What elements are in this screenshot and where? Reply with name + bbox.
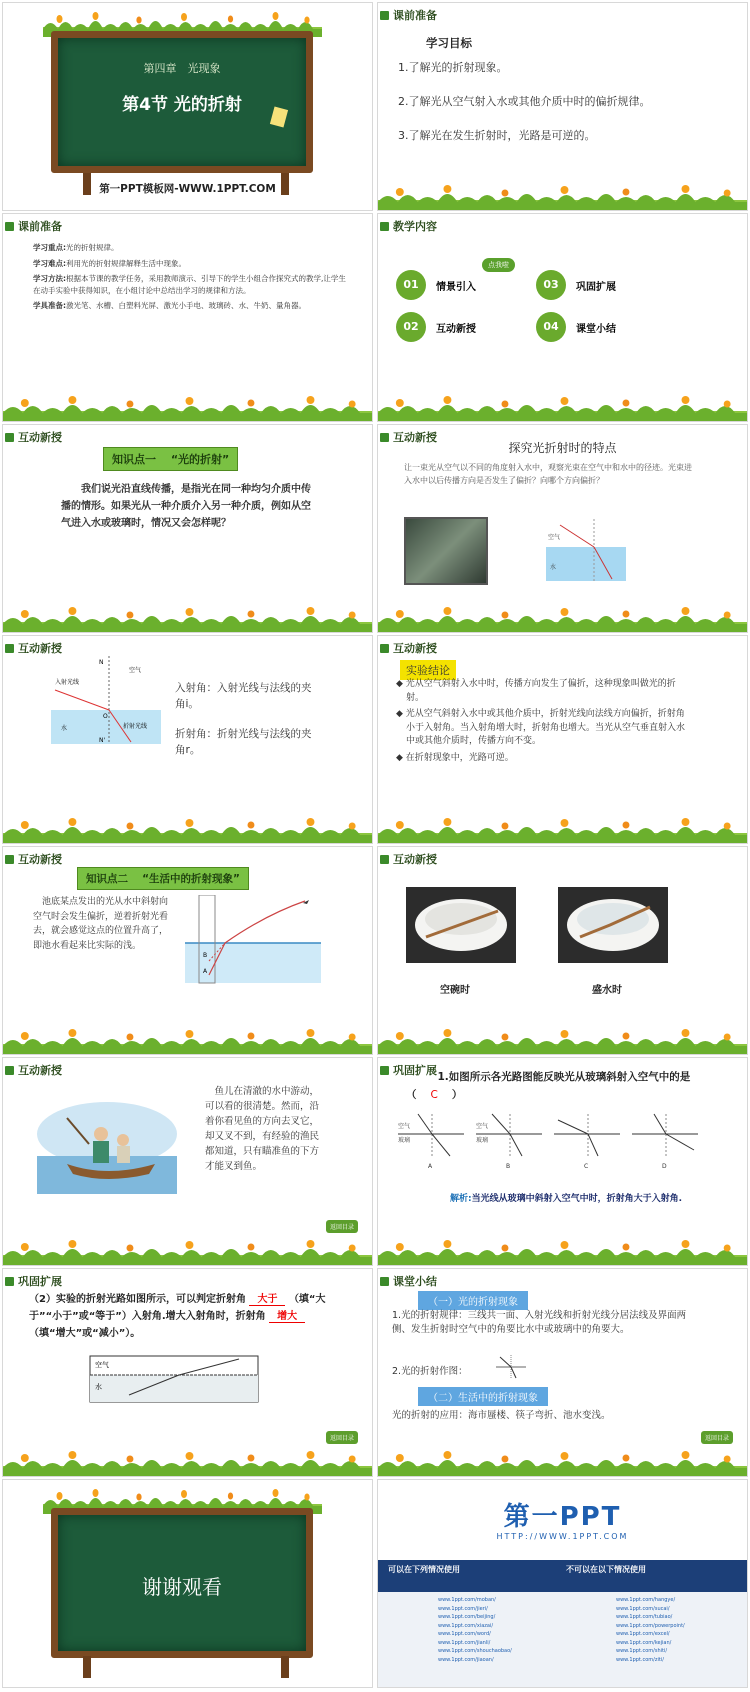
grass-decoration	[378, 1450, 747, 1476]
toc-item-teaching[interactable]: 02 互动新授	[396, 312, 476, 342]
slide-goals[interactable]	[377, 2, 748, 211]
fishing-illustration	[37, 1094, 177, 1194]
caption-empty: 空碗时	[440, 985, 470, 996]
slide-copyright[interactable]	[377, 1479, 748, 1688]
grass-decoration	[3, 1450, 372, 1476]
option-diagrams	[398, 1110, 698, 1170]
knowledge-tag: 知识点一 “光的折射”	[103, 447, 238, 471]
slide-conclusion[interactable]	[377, 635, 748, 844]
answer-increase: 增大	[269, 1311, 305, 1323]
svg-text:O: O	[103, 713, 108, 720]
slide-angles[interactable]	[2, 635, 373, 844]
angle-diagram	[51, 654, 161, 746]
prep-list: 学习重点:光的折射规律。 学习难点:利用光的折射规律解释生活中现象。 学习方法:根据本节课的教学任务，采用教师演示、引导下的学生小组合作探究式的教学,让学生在动手实验中获得知识，在小组讨论中总结出学习的规律和方法。 学具准备:激光笔、水槽、白塑料光屏、激光小手电、玻璃砖、水、牛奶、量角器。	[33, 243, 346, 310]
pool-diagram	[185, 895, 321, 989]
svg-text:D: D	[662, 1163, 667, 1170]
fishing-text: 鱼儿在清澈的水中游动，可以看的很清楚。然而，沿着你看见鱼的方向去叉它，却又叉不到，有经验的渔民都知道，只有瞄准鱼的下方才能叉到鱼。	[205, 1086, 320, 1172]
grass-decoration	[378, 184, 747, 210]
slide-header: 互动新授	[380, 429, 437, 445]
explore-text: 让一束光从空气以不同的角度射入水中，观察光束在空气中和水中的径迹。光束进入水中以后传播方向是否发生了偏折？向哪个方向偏折？	[404, 463, 692, 485]
goal-item: 2.了解光从空气射入水或其他介质中时的偏折规律。	[398, 95, 651, 108]
svg-text:空气: 空气	[398, 1123, 411, 1130]
svg-text:A: A	[203, 968, 208, 975]
header-square-icon	[380, 1277, 389, 1286]
cannot-use-title: 不可以在以下情况使用	[566, 1565, 646, 1574]
summary-drawing-label: 2.光的折射作图：	[392, 1366, 468, 1377]
svg-text:空气: 空气	[95, 1361, 109, 1369]
slide-exercise-2[interactable]	[2, 1268, 373, 1477]
slide-header: 课前准备	[5, 218, 62, 234]
svg-text:水: 水	[550, 564, 557, 571]
board-leg	[281, 1656, 289, 1678]
slide-thanks[interactable]	[2, 1479, 373, 1688]
back-to-toc-button[interactable]: 返回目录	[326, 1431, 358, 1444]
summary-tag-1: （一）光的折射现象	[418, 1291, 528, 1310]
intro-text: 我们说光沿直线传播，是指光在同一种均匀介质中传播的情形。如果光从一种介质介入另一种介质，例如从空气进入水或玻璃时，情况又会怎样呢？	[61, 484, 311, 529]
empty-bowl-photo	[406, 887, 516, 963]
svg-text:折射光线: 折射光线	[123, 723, 148, 730]
conclusion-item: ◆ 光从空气斜射入水中或其他介质中，折射光线向法线方向偏折，折射角小于入射角。当入射角增大时，折射角也增大。当光从空气垂直射入水中或其他介质时，传播方向不变。	[396, 709, 686, 746]
goal-item: 1.了解光的折射现象。	[398, 61, 508, 74]
pool-text: 池底某点发出的光从水中斜射向空气时会发生偏折，逆着折射光看去，就会感觉这点的位置升高了，即池水看起来比实际的浅。	[33, 897, 169, 951]
toc-item-extension[interactable]: 03 巩固扩展	[536, 270, 616, 300]
svg-text:N': N'	[99, 737, 106, 744]
incident-angle-def: 入射角：入射光线与法线的夹角i。	[175, 682, 312, 710]
header-square-icon	[5, 1277, 14, 1286]
refraction-diagram	[546, 519, 626, 581]
usage-banner	[378, 1560, 747, 1592]
svg-text:B: B	[203, 952, 208, 959]
grass-decoration	[3, 1028, 372, 1054]
slide-explore[interactable]	[377, 424, 748, 633]
question-2: （2）实验的折射光路如图所示，可以判定折射角 大于 （填“大于”“小于”或“等于”）入射角.增大入射角时，折射角 增大 （填“增大”或“减小”）。	[29, 1294, 326, 1339]
slide-exercise-1[interactable]	[377, 1057, 748, 1266]
svg-text:A: A	[428, 1163, 433, 1170]
svg-text:玻璃: 玻璃	[476, 1137, 489, 1144]
slide-header: 课堂小结	[380, 1273, 437, 1289]
header-square-icon	[380, 855, 389, 864]
slide-header: 互动新授	[5, 640, 62, 656]
can-use-title: 可以在下列情况使用	[388, 1565, 460, 1574]
header-square-icon	[5, 222, 14, 231]
ppt-logo: 第一PPT	[503, 1502, 622, 1532]
conclusion-item: ◆ 光从空气斜射入水中时，传播方向发生了偏折，这种现象叫做光的折射。	[396, 679, 676, 703]
site-name: 第一PPT模板网-WWW.1PPT.COM	[99, 183, 276, 195]
grass-decoration	[378, 395, 747, 421]
slide-preparation[interactable]	[2, 213, 373, 422]
svg-text:水: 水	[61, 725, 68, 732]
header-square-icon	[5, 855, 14, 864]
slide-summary[interactable]	[377, 1268, 748, 1477]
toc-item-intro[interactable]: 01 情景引入	[396, 270, 476, 300]
answer-greater: 大于	[249, 1294, 285, 1306]
back-to-toc-button[interactable]: 返回目录	[326, 1220, 358, 1233]
toc-item-summary[interactable]: 04 课堂小结	[536, 312, 616, 342]
slide-header: 互动新授	[5, 429, 62, 445]
logo-url[interactable]: HTTP://WWW.1PPT.COM	[496, 1532, 629, 1541]
board-leg	[83, 1656, 91, 1678]
grass-decoration	[3, 817, 372, 843]
grass-decoration	[3, 395, 372, 421]
refraction-angle-def: 折射角：折射光线与法线的夹角r。	[175, 728, 312, 756]
svg-text:B: B	[506, 1163, 511, 1170]
svg-text:空气: 空气	[129, 667, 142, 674]
slide-knowledge-1[interactable]	[2, 424, 373, 633]
summary-tag-2: （二）生活中的折射现象	[418, 1387, 548, 1406]
header-square-icon	[380, 644, 389, 653]
conclusion-tag: 实验结论	[400, 660, 456, 680]
slide-header: 互动新授	[5, 851, 62, 867]
tank-diagram	[89, 1355, 259, 1403]
knowledge-tag: 知识点二 “生活中的折射现象”	[77, 867, 249, 890]
header-square-icon	[5, 1066, 14, 1075]
svg-text:玻璃: 玻璃	[398, 1137, 411, 1144]
header-square-icon	[380, 11, 389, 20]
header-square-icon	[380, 222, 389, 231]
conclusion-list	[396, 678, 692, 765]
grass-decoration	[378, 817, 747, 843]
thanks-text: 谢谢观看	[142, 1575, 222, 1599]
grass-decoration	[378, 1028, 747, 1054]
grass-decoration	[3, 606, 372, 632]
water-bowl-photo	[558, 887, 668, 963]
analysis-text: 解析:当光线从玻璃中斜射入空气中时，折射角大于入射角.	[450, 1194, 683, 1204]
slide-knowledge-2[interactable]	[2, 846, 373, 1055]
lesson-title: 第4节 光的折射	[122, 95, 242, 115]
links-right: www.1ppt.com/hangye/ www.1ppt.com/sucai/ www.1ppt.com/tubiao/ www.1ppt.com/powerpoint/ www.1ppt.com/excel/ www.1ppt.com/kejian/ www.1ppt.com/shiti/ www.1ppt.com/ziti/	[616, 1597, 685, 1663]
svg-text:入射光线: 入射光线	[55, 679, 80, 686]
note-paper-icon	[270, 106, 288, 127]
svg-text:水: 水	[95, 1383, 102, 1391]
summary-applications: 光的折射的应用：海市蜃楼、筷子弯折、池水变浅。	[392, 1410, 611, 1421]
slide-bowl[interactable]	[377, 846, 748, 1055]
grass-decoration	[378, 606, 747, 632]
goal-title: 学习目标	[426, 36, 472, 50]
slide-cover[interactable]	[2, 2, 373, 211]
svg-text:N: N	[99, 659, 104, 666]
slide-header: 课前准备	[380, 7, 437, 23]
svg-text:空气: 空气	[476, 1123, 489, 1130]
grass-decoration	[378, 1239, 747, 1265]
caption-water: 盛水时	[592, 985, 622, 996]
slide-header: 巩固扩展	[380, 1062, 437, 1078]
conclusion-item: ◆ 在折射现象中，光路可逆。	[396, 752, 514, 763]
header-square-icon	[380, 1066, 389, 1075]
links-left: www.1ppt.com/moban/ www.1ppt.com/jieri/ www.1ppt.com/beijing/ www.1ppt.com/xiazai/ www.1ppt.com/word/ www.1ppt.com/jianli/ www.1ppt.com/shouchaobao/ www.1ppt.com/jiaoan/	[438, 1597, 512, 1663]
back-to-toc-button[interactable]: 返回目录	[701, 1431, 733, 1444]
click-badge[interactable]: 点我啦	[482, 258, 515, 272]
slide-header: 互动新授	[380, 851, 437, 867]
slide-header: 教学内容	[380, 218, 437, 234]
answer-c: C	[430, 1089, 438, 1101]
explore-title: 探究光折射时的特点	[508, 441, 617, 455]
grass-decoration	[3, 1239, 372, 1265]
chalkboard	[51, 31, 313, 173]
svg-text:空气: 空气	[548, 534, 561, 541]
slide-header: 互动新授	[5, 1062, 62, 1078]
summary-law: 1.光的折射规律：三线共一面、入射光线和折射光线分居法线及界面两侧、发生折射时空气中的角要比水中或玻璃中的角要大。	[392, 1310, 687, 1335]
slide-contents[interactable]	[377, 213, 748, 422]
goal-item: 3.了解光在发生折射时，光路是可逆的。	[398, 129, 596, 142]
slide-fishing[interactable]	[2, 1057, 373, 1266]
header-square-icon	[5, 433, 14, 442]
experiment-photo	[404, 517, 488, 585]
chapter-title: 第四章 光现象	[143, 62, 221, 75]
chalkboard	[51, 1508, 313, 1658]
slide-header: 巩固扩展	[5, 1273, 62, 1289]
slide-header: 互动新授	[380, 640, 437, 656]
header-square-icon	[5, 644, 14, 653]
svg-text:C: C	[584, 1163, 589, 1170]
question-1: 1.如图所示各光路图能反映光从玻璃斜射入空气中的是（ C ）	[406, 1071, 691, 1101]
refraction-sketch	[496, 1355, 526, 1379]
links-panel	[378, 1592, 747, 1688]
